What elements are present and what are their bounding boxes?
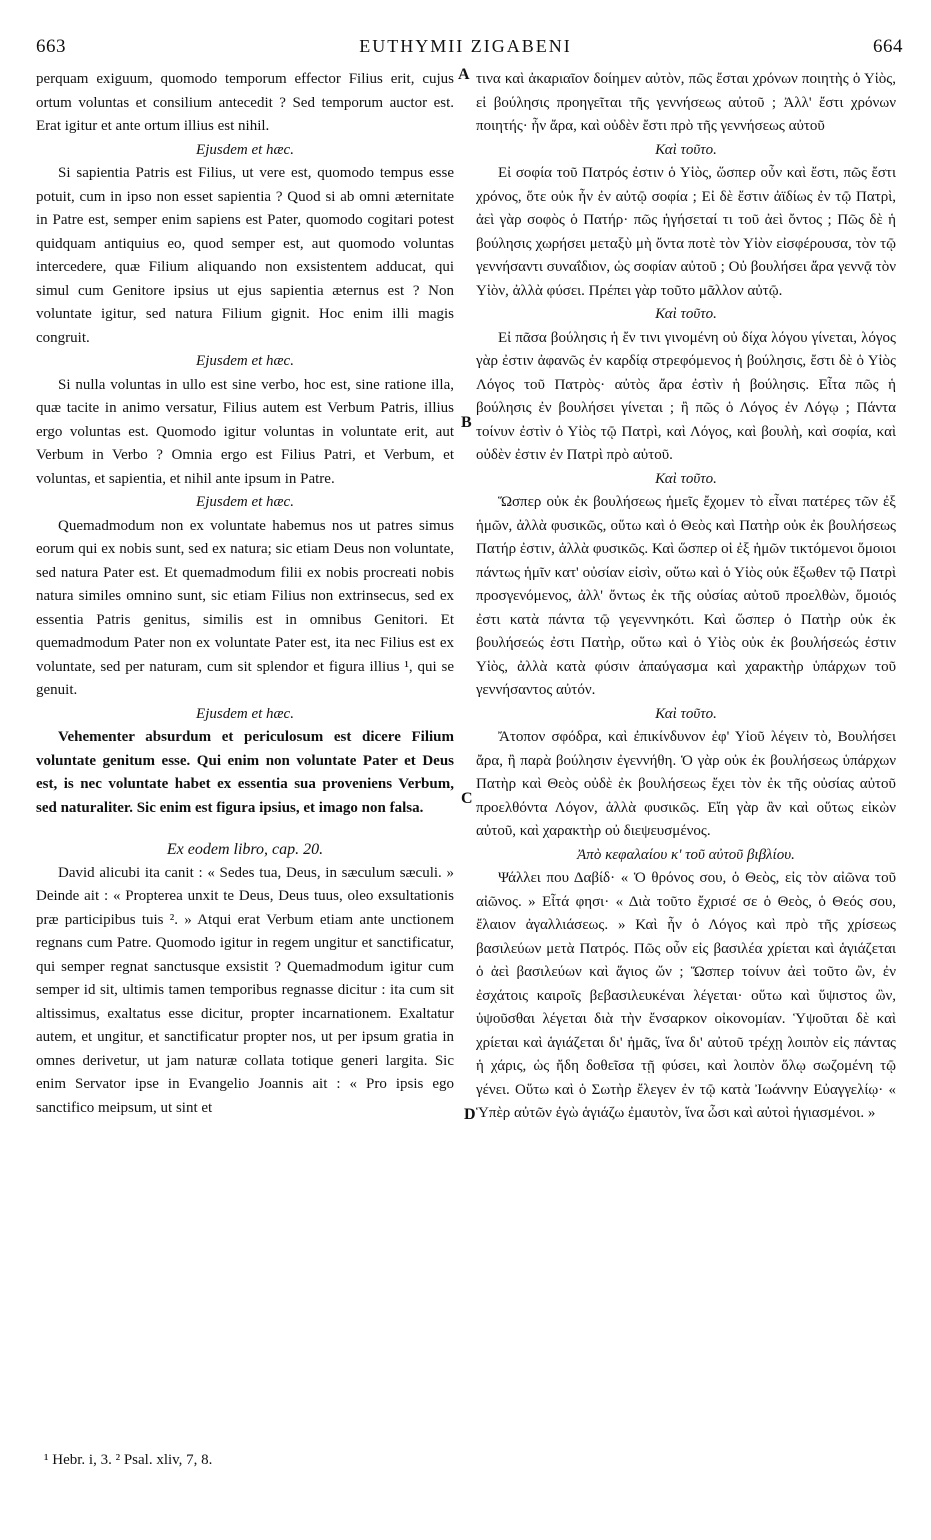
greek-heading: Καὶ τοῦτο. xyxy=(655,141,717,158)
latin-paragraph: David alicubi ita canit : « Sedes tua, Deus, in sæculum sæculi. » Deinde ait : « Propterea unxit te Deus, Deus tuus, oleo exsultationis præ participibus tuis ². » Atqui erat Verbum etiam ante unctionem regnans cum Patre. Quomodo igitur in regem ungitur et sanctificatur, qui semper regnat sanctusque exsistit ? Quemadmodum igitur cum semper id sit, ultimis tamen temporibus regnasse dicitur : ita cum sit altissimus, exaltatus esse dicitur, propter incarnationem. Exaltatur autem, et ungitur, et sanctificatur propter nos, ut per ipsum gratia in omnes derivetur, ut jam naturæ collata totique generi largita. Sic enim Servator ipse in Evangelio Joannis ait : « Pro ipsis ego sanctifico meipsum, ut sint et xyxy=(36,864,454,1116)
latin-paragraph: Si nulla voluntas in ullo est sine verbo, hoc est, sine ratione illa, quæ tacite in animo versatur, Filius autem est Verbum Patris, illius ergo voluntas est. Quomodo igitur voluntas in voluntate erit, aut Verbum in Verbo ? Omnia ergo est Filius Patri, et Verbum, et voluntas, et sapientia, et nihil ante ipsum in Patre. xyxy=(36,376,454,487)
latin-paragraph: Si sapientia Patris est Filius, ut vere est, quomodo tempus esse potuit, cum in ipso non esset sapientia ? Quod si ab omni æternitate in Patre est, semper enim sapiens est Pater, quomodo cogitari potest quidquam antiquius eo, quod semper est, aut quomodo voluntas intercedere, quæ Filium aliquando non exsistentem adducat, qui simul cum Genitore ipsius ut ejus sapientia æternus est ? Non voluntate igitur, sed natura Filium gignit. Hoc enim illi magis congruit. xyxy=(36,165,454,346)
greek-column xyxy=(476,68,896,1126)
latin-heading: Ejusdem et hæc. xyxy=(196,353,294,369)
margin-marker-d: D xyxy=(464,1106,476,1123)
page-number-left: 663 xyxy=(36,36,66,57)
latin-paragraph: perquam exiguum, quomodo temporum effector Filius erit, cujus ortum voluntas et consilium antecedit ? Sed temporum auctor est. Erat igitur et ante ortum illius est nihil. xyxy=(36,71,454,134)
greek-paragraph: Ἄτοπον σφόδρα, καὶ ἐπικίνδυνον ἐφ' Υἱοῦ λέγειν τὸ, Βουλήσει ἄρα, ἢ παρὰ βούλησιν ἐγεννήθη. Ὁ γὰρ οὐκ ἐκ βουλήσεως ὑπάρχων Πατὴρ καὶ Θεὸς οὐδὲ ἐκ βουλήσεως ἔχει τὸν ἐκ τῆς οὐσίας αὐτοῦ προελθόντα Λόγον, ἀλλὰ φυσικῶς. Εἴη γὰρ ἂν καὶ οὕτως εἰκὼν αὐτοῦ, καὶ χαρακτὴρ οὐ διεψευσμένος. xyxy=(476,729,896,839)
running-title: EUTHYMII ZIGABENI xyxy=(359,36,572,56)
greek-paragraph: Εἰ σοφία τοῦ Πατρός ἐστιν ὁ Υἱὸς, ὥσπερ οὖν καὶ ἔστι, πῶς ἔστι χρόνος, ὅτε οὐκ ἦν ἐν αὐτῷ σοφία ; Εἰ δὲ ἔστιν ἀϊδίως ἐν τῷ Πατρὶ, ἀεὶ γὰρ σοφὸς ὁ Πατήρ· πῶς ἡγήσεταί τι τοῦ ἀεὶ ὄντος ; Πῶς δὲ ἡ βούλησις χωρήσει μεταξὺ μὴ ὄντα ποτὲ τὸν Υἱὸν εἰσφέρουσα, τὸν τῷ γεννήσαντι συναΐδιον, ὡς σοφίαν αὐτοῦ ; Οὐ βουλήσει ἄρα γεννᾷ τὸν Υἱὸν, ἀλλὰ φύσει. Πρέπει γὰρ τοῦτο μᾶλλον αὐτῷ. xyxy=(476,165,896,299)
latin-heading: Ejusdem et hæc. xyxy=(196,141,294,158)
greek-paragraph: Ψάλλει που Δαβίδ· « Ὁ θρόνος σου, ὁ Θεὸς, εἰς τὸν αἰῶνα τοῦ αἰῶνος. » Εἶτά φησι· « Διὰ τοῦτο ἔχρισέ σε ὁ Θεὸς, ὁ Θεός σου, ἔλαιον ἀγαλλιάσεως. » Καὶ ἦν ὁ Λόγος καὶ πρὸ τῆς χρίσεως βασιλεύων μετὰ Πατρός. Πῶς οὖν εἰς βασιλέα χρίεται καὶ ἁγιάζεται ὁ ἀεὶ βασιλεύων καὶ ἅγιος ὤν ; Ὥσπερ τοίνυν ἀεὶ τοῦτο ὢν, ἐν ἐσχάτοις καιροῖς βεβασιλευκέναι λέγεται· οὕτω καὶ ὕψιστος ὢν, ὑψοῦσθαι λέγεται διὰ τὴν ἔνσαρκον οἰκονομίαν. Ὑψοῦται δὲ καὶ χρίεται καὶ ἁγιάζεται δι' ἡμᾶς, ἵνα δι' αὐτοῦ τρέχῃ λοιπὸν εἰς πάντας ἡ χάρις, ὡς ἤδη δοθεῖσα τῇ φύσει, καὶ λοιπὸν ὅλῳ σωζομένη τῷ γένει. Οὕτω καὶ ὁ Σωτὴρ ἔλεγεν ἐν τῷ κατὰ Ἰωάννην Εὐαγγελίῳ· « Ὑπὲρ αὐτῶν ἐγὼ ἁγιάζω ἐμαυτὸν, ἵνα ὦσι καὶ αὐτοὶ ἡγιασμένοι. » xyxy=(476,870,896,1121)
greek-heading: Καὶ τοῦτο. xyxy=(655,705,717,722)
margin-marker-c: C xyxy=(461,790,473,807)
greek-heading: Καὶ τοῦτο. xyxy=(655,470,717,487)
margin-marker-b: B xyxy=(461,414,472,431)
page-number-right: 664 xyxy=(873,36,903,57)
latin-heading: Ex eodem libro, cap. 20. xyxy=(166,841,324,858)
footnote: ¹ Hebr. i, 3. ² Psal. xliv, 7, 8. xyxy=(44,1452,213,1468)
latin-heading: Ejusdem et hæc. xyxy=(196,705,294,722)
latin-column xyxy=(36,68,454,1120)
latin-paragraph: Quemadmodum non ex voluntate habemus nos ut patres simus eorum qui ex nobis sunt, sed ex natura; sic etiam Deus non voluntate, sed natura Pater est. Et quemadmodum filii ex nobis procreati nobis natura similes omnino sunt, sic etiam Filius non extrinsecus, sed ex essentia Patris genitus, similis est in omnibus Genitori. Et quemadmodum Pater non ex voluntate Pater est, ita nec Filius est ex voluntate, sed per naturam, cum sit splendor et figura illius ¹, qui se genuit. xyxy=(36,517,454,698)
greek-paragraph: Ὥσπερ οὐκ ἐκ βουλήσεως ἡμεῖς ἔχομεν τὸ εἶναι πατέρες τῶν ἐξ ἡμῶν, ἀλλὰ φυσικῶς, οὕτω καὶ ὁ Θεὸς καὶ Πατὴρ οὐκ ἐκ βουλήσεως Πατήρ ἐστιν, ἀλλὰ φυσικῶς. Καὶ ὥσπερ οἱ ἐξ ἡμῶν τικτόμενοι ὅμοιοι πάντως ἡμῖν κατ' οὐσίαν εἰσὶν, οὕτω καὶ ὁ Υἱὸς οὐκ ἔξωθεν τῷ Πατρὶ προσγενόμενος, ἀλλ' ὄντως ἐκ τῆς οὐσίας αὐτοῦ προελθὼν, ὅμοιός ἐστι κατὰ πάντα τῷ γεγεννηκότι. Καὶ ὥσπερ ὁ Πατὴρ οὐκ ἐκ βουλήσεώς ἐστι Πατὴρ, οὕτω καὶ ὁ Υἱὸς οὐκ ἐκ βουλήσεώς ἐστιν Υἱὸς, ἀλλὰ κατὰ φύσιν ἀπαύγασμα καὶ χαρακτὴρ ὑπάρχων τοῦ γεννήσαντος αὐτόν. xyxy=(476,494,896,698)
greek-heading: Ἀπὸ κεφαλαίου κ' τοῦ αὐτοῦ βιβλίου. xyxy=(577,846,795,863)
latin-heading: Ejusdem et hæc. xyxy=(196,494,294,510)
greek-heading: Καὶ τοῦτο. xyxy=(655,306,717,322)
margin-marker-a: A xyxy=(458,66,470,83)
page-header xyxy=(28,36,903,66)
latin-paragraph: Vehementer absurdum et periculosum est dicere Filium voluntate genitum esse. Qui enim non voluntate Pater et Deus est, is nec voluntate habet ex essentia sua proveniens Verbum, sed naturaliter. Sic enim est figura ipsius, et imago non falsa. xyxy=(36,729,454,816)
greek-paragraph: τινα καὶ ἀκαριαῖον δοίημεν αὐτὸν, πῶς ἔσται χρόνων ποιητὴς ὁ Υἱὸς, εἰ βούλησις προηγεῖται τῆς γεννήσεως αὐτοῦ ; Ἀλλ' ἔστι χρόνων ποιητής· ἦν ἄρα, καὶ οὐδὲν ἔστι πρὸ τῆς γεννήσεως αὐτοῦ xyxy=(476,71,896,134)
greek-paragraph: Εἰ πᾶσα βούλησις ἡ ἔν τινι γινομένη οὐ δίχα λόγου γίνεται, λόγος γὰρ ἐστιν ἀφανῶς ἐν καρδίᾳ στρεφόμενος ἡ βούλησις, ἔστι δὲ ὁ Υἱὸς Λόγος τοῦ Πατρὸς· αὐτὸς ἄρα ἐστὶν ἡ βούλησις. Εἶτα πῶς ἡ βούλησις ἐν βουλήσει γίνεται ; ἢ πῶς ὁ Λόγος ἐν Λόγῳ ; Πάντα τοίνυν ἐστὶν ὁ Υἱὸς τῷ Πατρὶ, καὶ Λόγος, καὶ βουλὴ, καὶ σοφία, καὶ οὐδὲν ἐστιν ἐν Πατρὶ πρὸ αὐτοῦ. xyxy=(476,329,896,463)
